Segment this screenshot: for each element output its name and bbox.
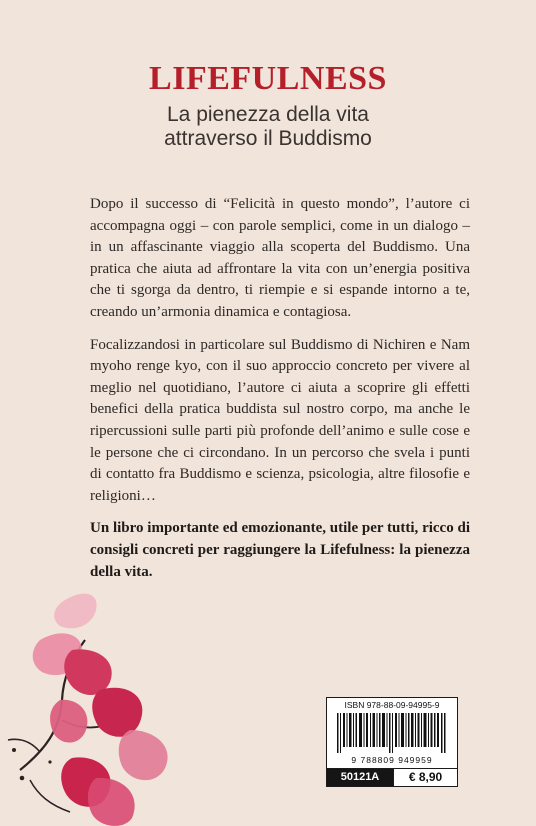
blurb-paragraph-3: Un libro importante ed emozionante, utile per tutti, ricco di consigli concreti per raggiungere la Lifefulness: la pienezza della vita. bbox=[90, 520, 470, 580]
blurb-paragraph-1: Dopo il successo di “Felicità in questo mondo”, l’autore ci accompagna oggi – con parole semplici, come in un dialogo – in un affascinante viaggio alla scoperta del Buddismo. Una pratica che aiuta ad affrontare la vita con un’energia positiva che ti sgorga da dentro, ti riempie e si espande intorno a te, creando un’armonia dinamica e contagiosa. bbox=[90, 196, 470, 320]
pink-blossom-branch-icon bbox=[0, 580, 230, 826]
price-label: € 8,90 bbox=[393, 768, 458, 787]
book-title: LIFEFULNESS bbox=[149, 60, 387, 97]
book-subtitle bbox=[0, 103, 536, 151]
barcode-label bbox=[326, 697, 458, 771]
blurb-text bbox=[90, 194, 470, 594]
barcode-digits: 9 788809 949959 bbox=[351, 755, 433, 765]
subtitle-line-2: attraverso il Buddismo bbox=[164, 127, 372, 150]
isbn-text: ISBN 978-88-09-94995-9 bbox=[344, 700, 440, 710]
blurb-paragraph-2: Focalizzandosi in particolare sul Buddismo di Nichiren e Nam myoho renge kyo, con il suo approccio concreto per vivere al meglio nel quotidiano, l’autore ci aiuta a scoprire gli effetti benefici della pratica buddista sul nostro corpo, ma anche le ripercussioni sulle parti più profonde dell’animo e sulle cose e le persone che ci circondano. In un percorso che svela i punti di contatto fra Buddismo e scienza, psicologia, altre filosofie e religioni… bbox=[90, 336, 470, 504]
barcode-bars-icon bbox=[337, 713, 447, 753]
subtitle-line-1: La pienezza della vita bbox=[167, 103, 369, 126]
product-code: 50121A bbox=[326, 768, 394, 787]
